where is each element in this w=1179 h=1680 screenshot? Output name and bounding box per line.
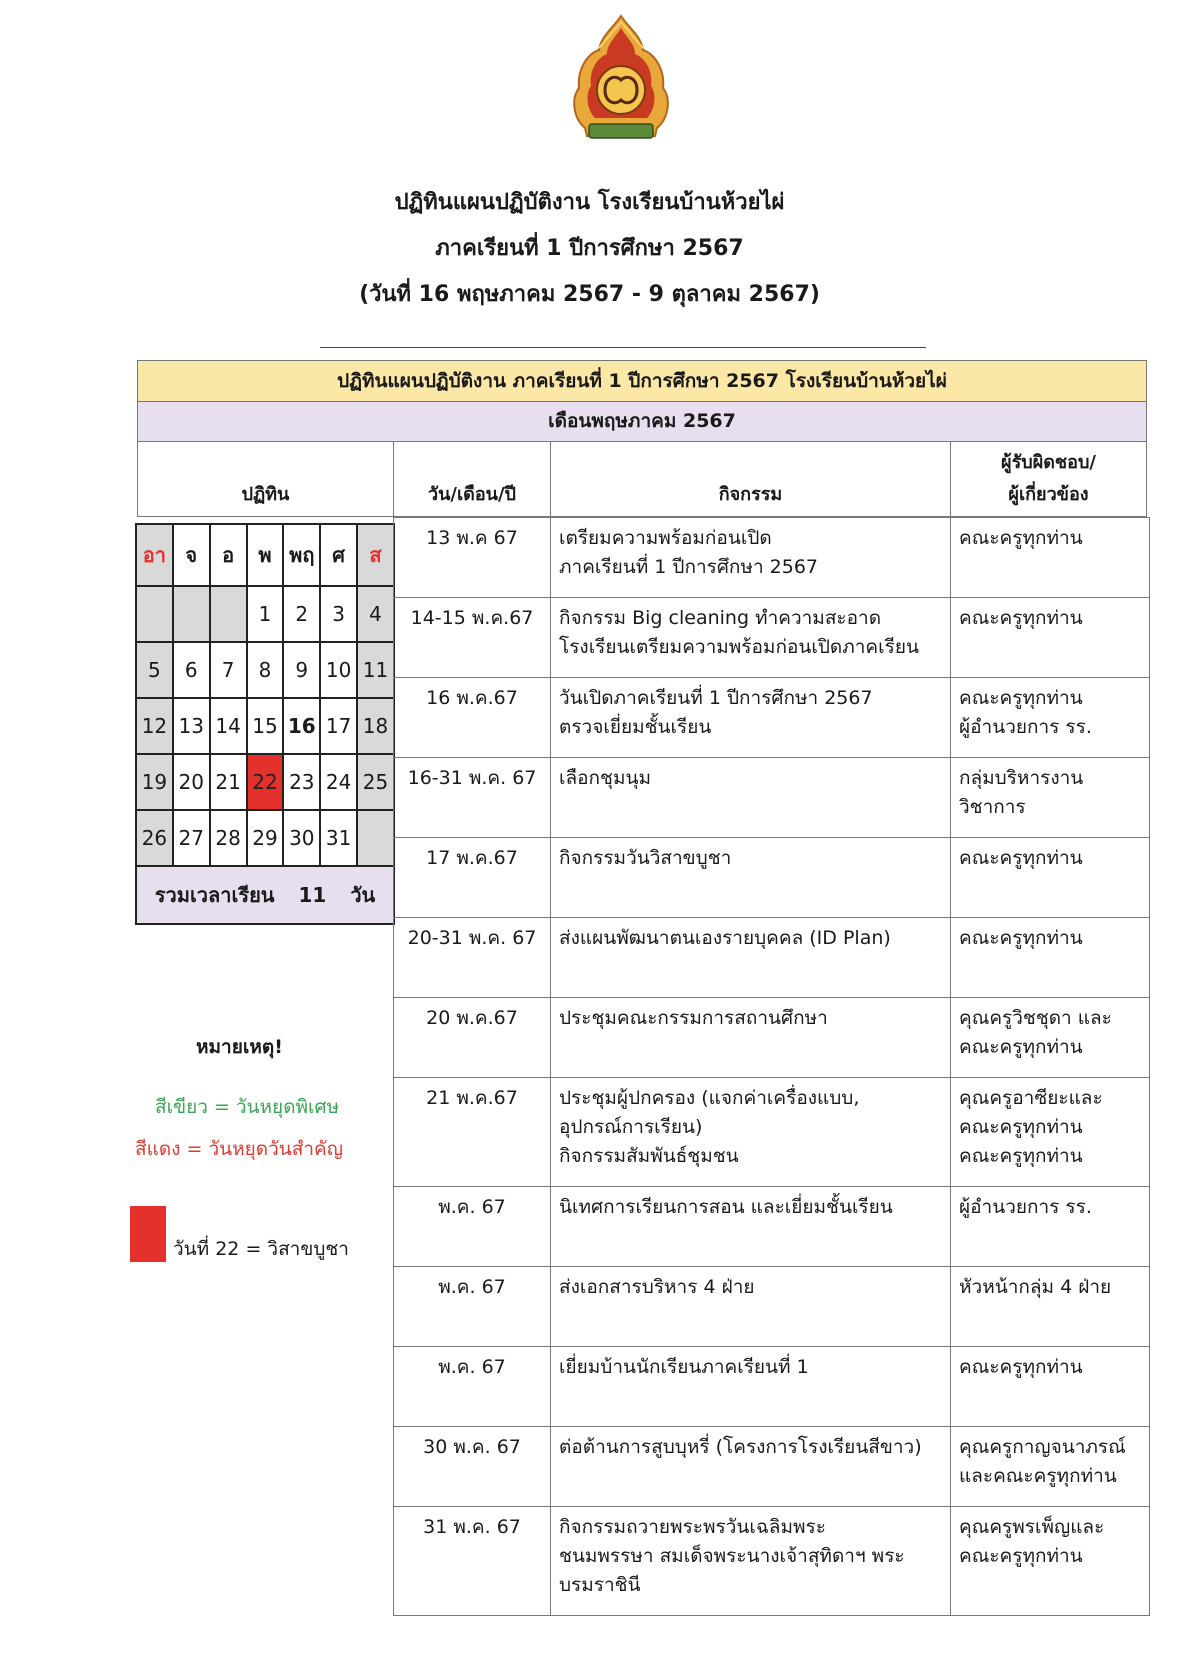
date-text: พ.ค. 67 [438,1356,506,1378]
calendar-day: 23 [283,754,320,810]
responsible-line: หัวหน้ากลุ่ม 4 ฝ่าย [959,1276,1112,1298]
activity-description [551,998,951,1078]
date-text: 14-15 พ.ค.67 [410,607,534,629]
responsible-line: คณะครูทุกท่าน [959,1356,1083,1378]
activity-description [551,598,951,678]
activities-table [393,517,1150,1616]
activity-description [551,758,951,838]
responsible-line: กลุ่มบริหารงาน [959,767,1084,789]
activity-description [551,1507,951,1616]
activity-description [551,918,951,998]
activity-description [551,1187,951,1267]
calendar-day: 26 [136,810,173,866]
header-responsible: ผู้รับผิดชอบ/ ผู้เกี่ยวข้อง [950,441,1147,517]
activity-row [394,1078,1150,1187]
calendar-day: 3 [320,586,357,642]
responsible-line: คณะครูทุกท่าน [959,1145,1083,1167]
activity-line: ประชุมผู้ปกครอง (แจกค่าเครื่องแบบ, [559,1087,860,1109]
weekday-header: ส [357,524,394,586]
activity-responsible [951,678,1150,758]
responsible-line: คุณครูพรเพ็ญและ [959,1516,1105,1538]
activity-line: กิจกรรมสัมพันธ์ชุมชน [559,1145,739,1167]
title-divider [320,347,926,348]
total-value: 11 [298,883,327,907]
weekday-header: พ [247,524,284,586]
responsible-line: ผู้อำนวยการ รร. [959,716,1092,738]
calendar-day: 8 [247,642,284,698]
activity-line: เตรียมความพร้อมก่อนเปิด [559,527,772,549]
calendar-day: 24 [320,754,357,810]
activity-responsible [951,518,1150,598]
weekday-header: พฤ [283,524,320,586]
calendar-day: 17 [320,698,357,754]
weekday-header: อา [136,524,173,586]
activity-line: เลือกชุมนุม [559,767,651,789]
activity-description [551,518,951,598]
activity-description [551,838,951,918]
page-title-line1: ปฏิทินแผนปฏิบัติงาน โรงเรียนบ้านห้วยไผ่ [394,190,785,215]
calendar-day: 16 [283,698,320,754]
calendar-day: 31 [320,810,357,866]
activity-line: ส่งแผนพัฒนาตนเองรายบุคคล (ID Plan) [559,927,891,949]
date-text: พ.ค. 67 [438,1276,506,1298]
calendar-day [357,810,394,866]
date-text: 21 พ.ค.67 [426,1087,518,1109]
activity-row [394,998,1150,1078]
calendar-day: 10 [320,642,357,698]
activity-responsible [951,1347,1150,1427]
school-emblem-logo [569,14,673,152]
calendar-day: 9 [283,642,320,698]
calendar-day: 13 [173,698,210,754]
activity-date [394,1507,551,1616]
activity-line: กิจกรรม Big cleaning ทำความสะอาด [559,607,882,629]
activity-date [394,598,551,678]
page-title-line2: ภาคเรียนที่ 1 ปีการศึกษา 2567 [435,236,744,261]
total-unit: วัน [350,883,376,907]
activity-row [394,1507,1150,1616]
activity-date [394,678,551,758]
calendar-day: 29 [247,810,284,866]
date-text: 13 พ.ค 67 [426,527,518,549]
activity-row [394,1187,1150,1267]
calendar-day: 6 [173,642,210,698]
activity-line: ส่งเอกสารบริหาร 4 ฝ่าย [559,1276,755,1298]
red-legend-swatch [130,1206,166,1262]
activity-line: โรงเรียนเตรียมความพร้อมก่อนเปิดภาคเรียน [559,636,919,658]
header-calendar: ปฏิทิน [137,441,394,517]
note-red-holiday: สีแดง = วันหยุดวันสำคัญ [135,1138,343,1160]
activity-row [394,1267,1150,1347]
activity-date [394,758,551,838]
note-visakha-day: วันที่ 22 = วิสาขบูชา [173,1238,349,1260]
date-text: 20-31 พ.ค. 67 [407,927,537,949]
activity-row [394,1347,1150,1427]
responsible-line: คณะครูทุกท่าน [959,687,1083,709]
date-text: 16 พ.ค.67 [426,687,518,709]
activity-responsible [951,998,1150,1078]
activity-line: ชนมพรรษา สมเด็จพระนางเจ้าสุทิดาฯ พระ [559,1545,905,1567]
calendar-day: 18 [357,698,394,754]
month-title-band: เดือนพฤษภาคม 2567 [137,401,1147,442]
activity-row [394,1427,1150,1507]
activity-responsible [951,918,1150,998]
activity-line: วันเปิดภาคเรียนที่ 1 ปีการศึกษา 2567 [559,687,873,709]
calendar-day: 11 [357,642,394,698]
table-title-band: ปฏิทินแผนปฏิบัติงาน ภาคเรียนที่ 1 ปีการศึกษา 2567 โรงเรียนบ้านห้วยไผ่ [137,360,1147,402]
activity-responsible [951,1267,1150,1347]
responsible-line: คณะครูทุกท่าน [959,847,1083,869]
date-text: 20 พ.ค.67 [426,1007,518,1029]
responsible-line: คณะครูทุกท่าน [959,927,1083,949]
calendar-day: 4 [357,586,394,642]
date-text: 31 พ.ค. 67 [423,1516,521,1538]
activity-line: บรมราชินี [559,1574,641,1596]
calendar-day: 28 [210,810,247,866]
activity-date [394,838,551,918]
activity-row [394,918,1150,998]
calendar-day [173,586,210,642]
responsible-line: คุณครูกาญจนาภรณ์ [959,1436,1126,1458]
activity-date [394,1267,551,1347]
activity-responsible [951,1187,1150,1267]
calendar-day: 1 [247,586,284,642]
responsible-line: วิชาการ [959,796,1026,818]
calendar-day: 2 [283,586,320,642]
header-activity: กิจกรรม [550,441,951,517]
activity-line: ภาคเรียนที่ 1 ปีการศึกษา 2567 [559,556,819,578]
activity-row [394,598,1150,678]
calendar-day [136,586,173,642]
responsible-line: คณะครูทุกท่าน [959,1116,1083,1138]
calendar-day: 20 [173,754,210,810]
activity-line: กิจกรรมวันวิสาขบูชา [559,847,732,869]
activity-description [551,1267,951,1347]
activity-line: เยี่ยมบ้านนักเรียนภาคเรียนที่ 1 [559,1356,809,1378]
calendar-day: 22 [247,754,284,810]
responsible-line: คณะครูทุกท่าน [959,1545,1083,1567]
calendar-day: 5 [136,642,173,698]
activity-date [394,1427,551,1507]
table-header-row [137,441,1147,517]
calendar-day [210,586,247,642]
activity-row [394,838,1150,918]
activity-date [394,1187,551,1267]
activity-row [394,518,1150,598]
activity-date [394,998,551,1078]
calendar-day: 27 [173,810,210,866]
responsible-line: และคณะครูทุกท่าน [959,1465,1117,1487]
responsible-line: คณะครูทุกท่าน [959,607,1083,629]
calendar-day: 19 [136,754,173,810]
activity-description [551,1347,951,1427]
date-text: 16-31 พ.ค. 67 [407,767,537,789]
weekday-header: จ [173,524,210,586]
note-green-holiday: สีเขียว = วันหยุดพิเศษ [155,1096,340,1118]
activity-responsible [951,838,1150,918]
activity-line: ตรวจเยี่ยมชั้นเรียน [559,716,712,738]
notes-title: หมายเหตุ! [196,1036,283,1058]
date-text: 17 พ.ค.67 [426,847,518,869]
weekday-header: อ [210,524,247,586]
activity-description [551,1078,951,1187]
responsible-line: คุณครูวิชชุดา และ [959,1007,1112,1029]
activity-responsible [951,1507,1150,1616]
total-label: รวมเวลาเรียน [154,883,275,907]
responsible-line: ผู้อำนวยการ รร. [959,1196,1092,1218]
activity-date [394,1078,551,1187]
responsible-line: คณะครูทุกท่าน [959,527,1083,549]
activity-line: นิเทศการเรียนการสอน และเยี่ยมชั้นเรียน [559,1196,893,1218]
weekday-header: ศ [320,524,357,586]
responsible-line: คณะครูทุกท่าน [959,1036,1083,1058]
activity-responsible [951,598,1150,678]
activity-date [394,518,551,598]
calendar-day: 7 [210,642,247,698]
activity-line: กิจกรรมถวายพระพรวันเฉลิมพระ [559,1516,826,1538]
calendar-day: 30 [283,810,320,866]
responsible-line: คุณครูอาซียะและ [959,1087,1103,1109]
activity-description [551,678,951,758]
activity-responsible [951,1078,1150,1187]
activity-line: ต่อต้านการสูบบุหรี่ (โครงการโรงเรียนสีขาว) [559,1436,922,1458]
activity-line: ประชุมคณะกรรมการสถานศึกษา [559,1007,828,1029]
activity-responsible [951,758,1150,838]
total-study-days [136,866,394,924]
date-text: 30 พ.ค. 67 [423,1436,521,1458]
activity-description [551,1427,951,1507]
activity-row [394,758,1150,838]
activity-responsible [951,1427,1150,1507]
activity-date [394,1347,551,1427]
month-calendar [135,523,395,925]
activity-date [394,918,551,998]
date-text: พ.ค. 67 [438,1196,506,1218]
header-date: วัน/เดือน/ปี [393,441,551,517]
calendar-day: 12 [136,698,173,754]
calendar-day: 21 [210,754,247,810]
activity-line: อุปกรณ์การเรียน) [559,1116,703,1138]
page-title-line3: (วันที่ 16 พฤษภาคม 2567 - 9 ตุลาคม 2567) [359,282,820,307]
calendar-day: 15 [247,698,284,754]
activity-row [394,678,1150,758]
calendar-day: 25 [357,754,394,810]
calendar-day: 14 [210,698,247,754]
